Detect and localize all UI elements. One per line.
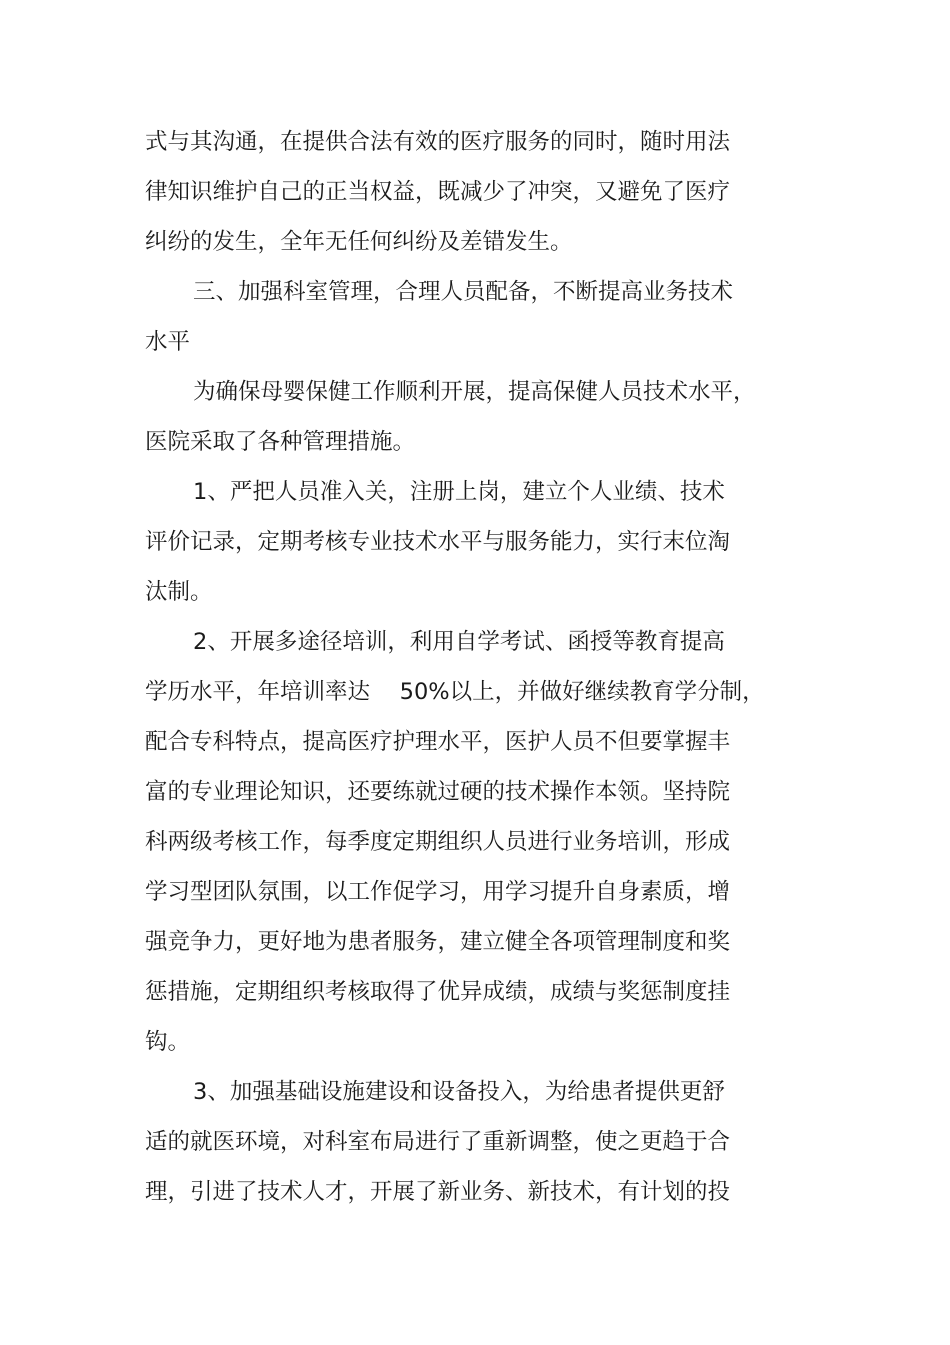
text-line: 学习型团队氛围，以工作促学习，用学习提升自身素质，增 — [145, 879, 731, 905]
text-line: 医院采取了各种管理措施。 — [145, 429, 416, 455]
list-item-2: 2、开展多途径培训，利用自学考试、函授等教育提高 — [193, 629, 725, 655]
list-item-3: 3、加强基础设施建设和设备投入，为给患者提供更舒 — [193, 1079, 725, 1105]
text-line: 配合专科特点，提高医疗护理水平，医护人员不但要掌握丰 — [145, 729, 731, 755]
text-line: 惩措施，定期组织考核取得了优异成绩，成绩与奖惩制度挂 — [145, 979, 731, 1005]
list-item-1: 1、严把人员准入关，注册上岗，建立个人业绩、技术 — [193, 479, 725, 505]
text-line: 式与其沟通，在提供合法有效的医疗服务的同时，随时用法 — [145, 129, 731, 155]
text-line: 纠纷的发生，全年无任何纠纷及差错发生。 — [145, 229, 573, 255]
text-line: 科两级考核工作，每季度定期组织人员进行业务培训，形成 — [145, 829, 731, 855]
text-line: 富的专业理论知识，还要练就过硬的技术操作本领。坚持院 — [145, 779, 731, 805]
text-line: 钩。 — [145, 1029, 191, 1055]
text-line: 适的就医环境，对科室布局进行了重新调整，使之更趋于合 — [145, 1129, 731, 1155]
section-heading: 三、加强科室管理，合理人员配备，不断提高业务技术 — [193, 279, 734, 305]
text-line: 律知识维护自己的正当权益，既减少了冲突，又避免了医疗 — [145, 179, 731, 205]
text-line: 理，引进了技术人才，开展了新业务、新技术，有计划的投 — [145, 1179, 731, 1205]
section-heading-cont: 水平 — [145, 329, 191, 355]
text-line: 汰制。 — [145, 579, 213, 605]
text-line: 评价记录，定期考核专业技术水平与服务能力，实行末位淘 — [145, 529, 731, 555]
text-line: 学历水平，年培训率达 50%以上，并做好继续教育学分制， — [145, 679, 765, 705]
text-line: 强竞争力，更好地为患者服务，建立健全各项管理制度和奖 — [145, 929, 731, 955]
text-line: 为确保母婴保健工作顺利开展，提高保健人员技术水平， — [193, 379, 756, 405]
